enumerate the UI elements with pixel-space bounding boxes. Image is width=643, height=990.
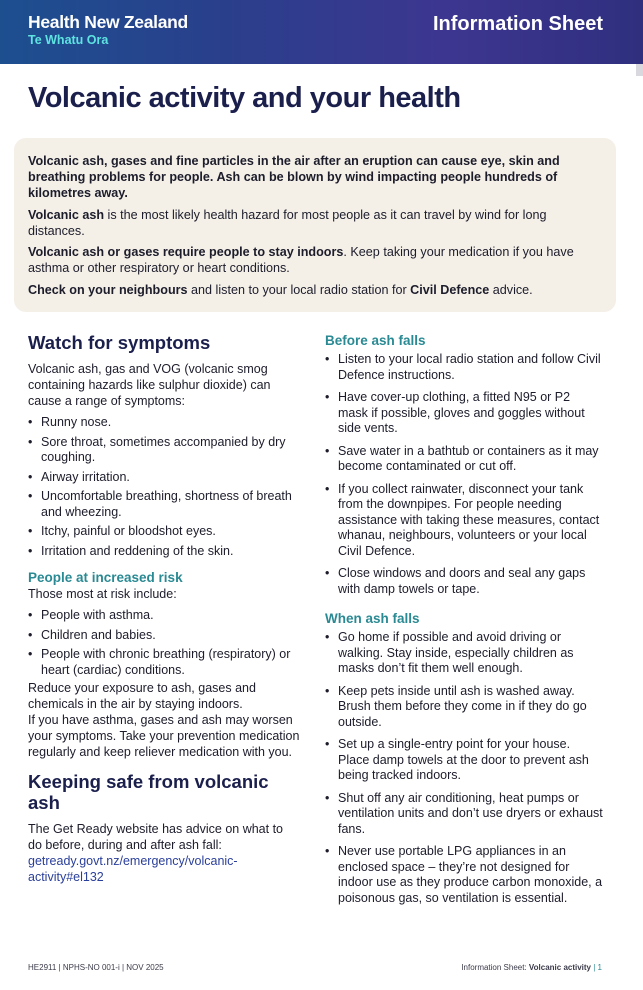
symptoms-list	[28, 415, 300, 559]
summary-civil-defence-bold: Civil Defence	[410, 283, 490, 297]
list-item: • Never use portable LPG appliances in an enclosed space – they’re not designed for indoor use as they produce carbon monoxide, a poisonous gas, so ventilation is essential.	[325, 844, 603, 906]
header-banner	[0, 0, 643, 64]
list-item: • Children and babies.	[28, 628, 300, 644]
summary-ash-hazard-bold: Volcanic ash	[28, 208, 105, 222]
risk-intro: Those most at risk include:	[28, 587, 177, 601]
list-item: • People with asthma.	[28, 608, 300, 624]
symptoms-heading: Watch for symptoms	[28, 332, 211, 353]
keeping-safe-heading: Keeping safe from volcanic ash	[28, 771, 269, 813]
risk-reduce-exposure: Reduce your exposure to ash, gases and chemicals in the air by staying indoors.	[28, 681, 256, 711]
list-item: • Uncomfortable breathing, shortness of breath and wheezing.	[28, 489, 300, 520]
list-item: • If you collect rainwater, disconnect your tank from the downpipes. For people needing assistance with taking these measures, contact whanau, neighbours, volunteers or your local Civil Defence.	[325, 482, 603, 560]
list-item: • Have cover-up clothing, a fitted N95 or P2 mask if possible, gloves and goggles without side vents.	[325, 390, 603, 437]
list-item: • Close windows and doors and seal any gaps with damp towels or tape.	[325, 566, 603, 597]
page-title: Volcanic activity and your health	[28, 82, 461, 114]
summary-stay-indoors-bold: Volcanic ash or gases require people to stay indoors	[28, 245, 344, 259]
list-item: • Runny nose.	[28, 415, 300, 431]
summary-ash-hazard-text: is the most likely health hazard for most people as it can travel by wind for long distances.	[28, 208, 547, 238]
summary-neighbours-end: advice.	[489, 283, 533, 297]
footer-page-number: | 1	[593, 963, 602, 972]
footer-doc-code: HE2911 | NPHS-NO 001-i | NOV 2025	[28, 963, 164, 972]
org-maori-name: Te Whatu Ora	[28, 33, 109, 47]
keeping-safe-text: The Get Ready website has advice on what to do before, during and after ash fall:	[28, 822, 284, 852]
list-item: • Go home if possible and avoid driving or walking. Stay inside, especially children as masks don’t fit them well enough.	[325, 630, 603, 677]
when-heading: When ash falls	[325, 611, 420, 626]
summary-ash-hazard	[28, 207, 598, 239]
list-item: • Itchy, painful or bloodshot eyes.	[28, 524, 300, 540]
org-logo	[28, 12, 188, 47]
risk-list	[28, 608, 300, 678]
list-item: • Irritation and reddening of the skin.	[28, 544, 300, 560]
risk-asthma-advice: If you have asthma, gases and ash may worsen your symptoms. Take your prevention medication regularly and keep reliever medication with you.	[28, 713, 300, 759]
list-item: • Airway irritation.	[28, 470, 300, 486]
footer-sheet-info	[461, 963, 602, 972]
list-item: • Keep pets inside until ash is washed away. Brush them before they come in if they do go outside.	[325, 684, 603, 731]
summary-neighbours	[28, 282, 598, 298]
left-column	[28, 332, 300, 885]
sheet-type-label: Information Sheet	[432, 13, 603, 35]
list-item: • Save water in a bathtub or containers as it may become contaminated or cut off.	[325, 444, 603, 475]
list-item: • Shut off any air conditioning, heat pumps or ventilation units and don’t use dryers or exhaust fans.	[325, 791, 603, 838]
list-item: • Listen to your local radio station and follow Civil Defence instructions.	[325, 352, 603, 383]
right-column	[325, 332, 603, 906]
summary-stay-indoors-text: . Keep taking your medication if you have asthma or other respiratory or heart conditions.	[28, 245, 574, 275]
list-item: • Set up a single-entry point for your house. Place damp towels at the door to prevent ash being tracked indoors.	[325, 737, 603, 784]
risk-heading: People at increased risk	[28, 570, 183, 585]
summary-box	[14, 138, 616, 312]
page-fold-decoration	[636, 64, 643, 76]
footer-sheet-label: Information Sheet:	[461, 963, 529, 972]
before-list	[325, 352, 603, 597]
getready-link[interactable]: getready.govt.nz/emergency/volcanic-activity#el132	[28, 854, 238, 884]
summary-neighbours-bold: Check on your neighbours	[28, 283, 188, 297]
list-item: • Sore throat, sometimes accompanied by dry coughing.	[28, 435, 300, 466]
summary-stay-indoors	[28, 244, 598, 276]
symptoms-intro: Volcanic ash, gas and VOG (volcanic smog containing hazards like sulphur dioxide) can cause a range of symptoms:	[28, 362, 271, 408]
summary-lead: Volcanic ash, gases and fine particles in the air after an eruption can cause eye, skin and breathing problems for people. Ash can be blown by wind impacting people hundreds of kilometres away.	[28, 154, 560, 200]
list-item: • People with chronic breathing (respiratory) or heart (cardiac) conditions.	[28, 647, 300, 678]
before-heading: Before ash falls	[325, 333, 426, 348]
summary-neighbours-text: and listen to your local radio station for	[187, 283, 411, 297]
footer-sheet-title: Volcanic activity	[528, 963, 592, 972]
when-list	[325, 630, 603, 906]
org-name: Health New Zealand	[28, 12, 188, 32]
